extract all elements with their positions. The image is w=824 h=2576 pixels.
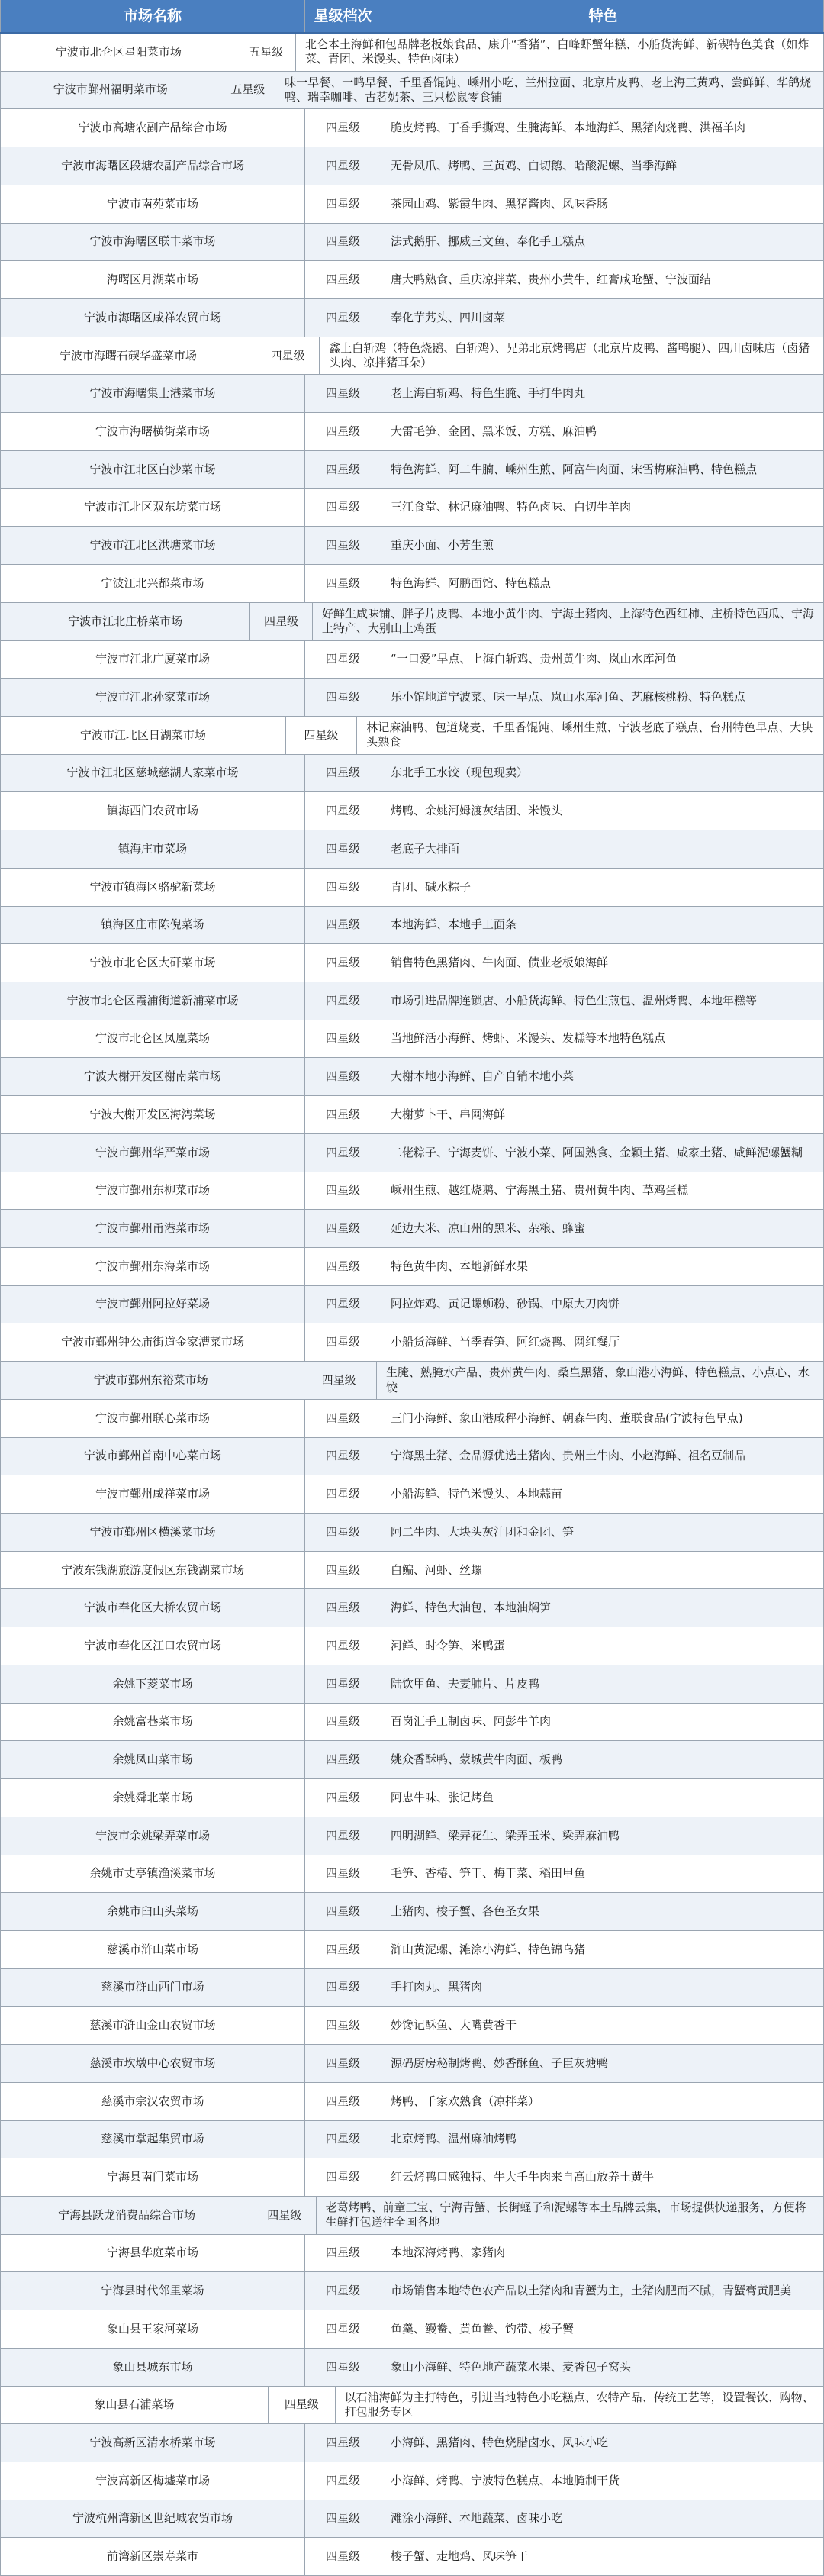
table-row xyxy=(0,717,824,755)
star-level-cell: 四星级 xyxy=(305,1475,381,1513)
feature-cell: 大雷毛笋、金团、黑米饭、方糕、麻油鸭 xyxy=(381,413,824,450)
table-row xyxy=(0,261,824,299)
star-level-cell: 四星级 xyxy=(305,679,381,716)
header-market-name: 市场名称 xyxy=(0,0,305,32)
star-level-cell: 四星级 xyxy=(305,375,381,412)
table-row xyxy=(0,1400,824,1438)
feature-cell: 林记麻油鸭、包道烧麦、千里香馄饨、嵊州生煎、宁波老底子糕点、台州特色早点、大块头熟食 xyxy=(357,717,824,754)
star-level-cell: 四星级 xyxy=(305,1020,381,1058)
feature-cell: 浒山黄泥螺、滩涂小海鲜、特色锦乌猪 xyxy=(381,1931,824,1968)
table-row xyxy=(0,2462,824,2500)
feature-cell: 味一早餐、一鸣早餐、千里香馄饨、嵊州小吃、兰州拉面、北京片皮鸭、老上海三黄鸡、尝鲜鲜、华鸽烧鸭、瑞幸咖啡、古茗奶茶、三只松鼠零食铺 xyxy=(275,72,824,109)
table-row xyxy=(0,1362,824,1400)
feature-cell: 三江食堂、林记麻油鸭、特色卤味、白切牛羊肉 xyxy=(381,489,824,527)
table-row xyxy=(0,641,824,679)
table-row xyxy=(0,2387,824,2425)
feature-cell: 老上海白斩鸡、特色生腌、手打牛肉丸 xyxy=(381,375,824,412)
table-header xyxy=(0,0,824,34)
feature-cell: 鱼羹、鳗鲞、黄鱼鲞、钓带、梭子蟹 xyxy=(381,2310,824,2348)
market-name-cell: 宁波东钱湖旅游度假区东钱湖菜市场 xyxy=(0,1552,305,1589)
market-name-cell: 慈溪市浒山菜市场 xyxy=(0,1931,305,1968)
market-name-cell: 海曙区月湖菜市场 xyxy=(0,261,305,298)
feature-cell: 以石浦海鲜为主打特色，引进当地特色小吃糕点、农特产品、传统工艺等，设置餐饮、购物、打包服务专区 xyxy=(336,2387,824,2424)
table-row xyxy=(0,375,824,413)
market-name-cell: 宁波市高塘农副产品综合市场 xyxy=(0,109,305,147)
star-level-cell: 四星级 xyxy=(305,1514,381,1551)
market-name-cell: 宁波市鄞州区横溪菜市场 xyxy=(0,1514,305,1551)
table-row xyxy=(0,2272,824,2310)
star-level-cell: 四星级 xyxy=(305,147,381,185)
star-level-cell: 四星级 xyxy=(305,792,381,830)
star-level-cell: 五星级 xyxy=(220,72,275,109)
header-star-level: 星级档次 xyxy=(305,0,381,32)
star-level-cell: 四星级 xyxy=(305,1589,381,1627)
feature-cell: 特色海鲜、阿二牛腩、嵊州生煎、阿富牛肉面、宋雪梅麻油鸭、特色糕点 xyxy=(381,451,824,488)
market-name-cell: 宁波市鄞州福明菜市场 xyxy=(0,72,220,109)
market-name-cell: 宁波市海曙集士港菜市场 xyxy=(0,375,305,412)
feature-cell: 延边大米、凉山州的黑米、杂粮、蜂蜜 xyxy=(381,1210,824,1247)
feature-cell: 象山小海鲜、特色地产蔬菜水果、麦香包子窝头 xyxy=(381,2349,824,2386)
market-name-cell: 宁波江北兴都菜市场 xyxy=(0,565,305,602)
star-level-cell: 四星级 xyxy=(269,2387,336,2424)
star-level-cell: 四星级 xyxy=(305,944,381,982)
table-row xyxy=(0,2158,824,2197)
market-name-cell: 宁波市北仑区星阳菜市场 xyxy=(0,34,237,71)
market-name-cell: 宁波市江北区双东坊菜市场 xyxy=(0,489,305,527)
star-level-cell: 四星级 xyxy=(305,2500,381,2538)
table-row xyxy=(0,1134,824,1172)
market-name-cell: 宁波杭州湾新区世纪城农贸市场 xyxy=(0,2500,305,2538)
star-level-cell: 四星级 xyxy=(305,2158,381,2196)
table-row xyxy=(0,1969,824,2007)
table-row xyxy=(0,1210,824,1248)
table-row xyxy=(0,2121,824,2159)
star-level-cell: 四星级 xyxy=(305,641,381,679)
feature-cell: 三门小海鲜、象山港咸秤小海鲜、朝森牛肉、董联食品(宁波特色早点) xyxy=(381,1400,824,1437)
star-level-cell: 四星级 xyxy=(305,1058,381,1095)
star-level-cell: 四星级 xyxy=(305,830,381,868)
star-level-cell: 四星级 xyxy=(305,1248,381,1285)
feature-cell: 烤鸭、千家欢熟食（凉拌菜） xyxy=(381,2083,824,2120)
feature-cell: 红云烤鸭口感独特、牛大壬牛肉来自高山放养土黄牛 xyxy=(381,2158,824,2196)
table-row xyxy=(0,34,824,72)
table-row xyxy=(0,1172,824,1211)
table-row xyxy=(0,337,824,376)
star-level-cell: 四星级 xyxy=(305,1438,381,1475)
table-row xyxy=(0,2500,824,2539)
star-level-cell: 四星级 xyxy=(305,1893,381,1930)
star-level-cell: 四星级 xyxy=(305,2045,381,2082)
table-row xyxy=(0,2045,824,2083)
table-row xyxy=(0,1665,824,1704)
star-level-cell: 四星级 xyxy=(305,1323,381,1361)
market-name-cell: 余姚凤山菜市场 xyxy=(0,1741,305,1778)
market-name-cell: 宁波市南苑菜市场 xyxy=(0,185,305,223)
table-row xyxy=(0,1931,824,1969)
table-row xyxy=(0,907,824,945)
star-level-cell: 四星级 xyxy=(305,1817,381,1855)
feature-cell: 生腌、熟腌水产品、贵州黄牛肉、桑皇黑猪、象山港小海鲜、特色糕点、小点心、水饺 xyxy=(377,1362,824,1399)
table-row xyxy=(0,2349,824,2387)
market-name-cell: 慈溪市掌起集贸市场 xyxy=(0,2121,305,2158)
market-name-cell: 慈溪市浒山西门市场 xyxy=(0,1969,305,2007)
feature-cell: 小海鲜、烤鸭、宁波特色糕点、本地腌制干货 xyxy=(381,2462,824,2500)
feature-cell: 老葛烤鸭、前童三宝、宁海青蟹、长街蛏子和泥螺等本土品牌云集，市场提供快递服务，方便将生鲜打包送往全国各地 xyxy=(317,2197,824,2234)
feature-cell: 奉化芋艿头、四川卤菜 xyxy=(381,299,824,337)
market-name-cell: 宁波市鄞州东裕菜市场 xyxy=(0,1362,301,1399)
star-level-cell: 四星级 xyxy=(305,1704,381,1741)
market-name-cell: 宁波高新区梅墟菜市场 xyxy=(0,2462,305,2500)
feature-cell: 好鲜生咸味铺、胖子片皮鸭、本地小黄牛肉、宁海土猪肉、上海特色西红柿、庄桥特色西瓜、宁海土特产、大别山土鸡蛋 xyxy=(313,603,824,640)
table-row xyxy=(0,1589,824,1627)
market-name-cell: 宁波市北仑区凤凰菜场 xyxy=(0,1020,305,1058)
table-row xyxy=(0,2235,824,2273)
table-row xyxy=(0,185,824,224)
table-row xyxy=(0,1704,824,1742)
table-row xyxy=(0,451,824,489)
table-row xyxy=(0,224,824,262)
market-name-cell: 宁波市北仑区大矸菜市场 xyxy=(0,944,305,982)
feature-cell: 梭子蟹、走地鸡、风味笋干 xyxy=(381,2538,824,2575)
table-row xyxy=(0,944,824,982)
market-name-cell: 宁海县时代邻里菜场 xyxy=(0,2272,305,2310)
market-name-cell: 宁波市鄞州东柳菜市场 xyxy=(0,1172,305,1210)
feature-cell: 当地鲜活小海鲜、烤虾、米馒头、发糕等本地特色糕点 xyxy=(381,1020,824,1058)
market-name-cell: 余姚下菱菜市场 xyxy=(0,1665,305,1703)
table-row xyxy=(0,147,824,185)
feature-cell: 销售特色黑猪肉、牛肉面、债业老板娘海鲜 xyxy=(381,944,824,982)
market-name-cell: 宁波市奉化区江口农贸市场 xyxy=(0,1627,305,1665)
feature-cell: 嵊州生煎、越红烧鹅、宁海黑土猪、贵州黄牛肉、草鸡蛋糕 xyxy=(381,1172,824,1210)
market-name-cell: 前湾新区崇寿菜市 xyxy=(0,2538,305,2575)
star-level-cell: 四星级 xyxy=(305,755,381,792)
feature-cell: 市场销售本地特色农产品以土猪肉和青蟹为主，土猪肉肥而不腻，青蟹膏黄肥美 xyxy=(381,2272,824,2310)
star-level-cell: 四星级 xyxy=(305,2310,381,2348)
market-name-cell: 宁波大榭开发区海湾菜场 xyxy=(0,1096,305,1133)
feature-cell: 四明湖鲜、梁弄花生、梁弄玉米、梁弄麻油鸭 xyxy=(381,1817,824,1855)
table-row xyxy=(0,603,824,641)
market-name-cell: 宁波市北仑区霞浦街道新浦菜市场 xyxy=(0,982,305,1020)
star-level-cell: 四星级 xyxy=(305,299,381,337)
market-name-cell: 宁波高新区清水桥菜市场 xyxy=(0,2424,305,2462)
star-level-cell: 四星级 xyxy=(305,1855,381,1893)
star-level-cell: 四星级 xyxy=(305,2349,381,2386)
star-level-cell: 四星级 xyxy=(305,1400,381,1437)
star-level-cell: 四星级 xyxy=(305,1552,381,1589)
feature-cell: 毛笋、香椿、笋干、梅干菜、稻田甲鱼 xyxy=(381,1855,824,1893)
market-name-cell: 象山县石浦菜场 xyxy=(0,2387,269,2424)
market-name-cell: 慈溪市宗汉农贸市场 xyxy=(0,2083,305,2120)
feature-cell: 本地海鲜、本地手工面条 xyxy=(381,907,824,944)
star-level-cell: 四星级 xyxy=(286,717,358,754)
feature-cell: 脆皮烤鸭、丁香手撕鸡、生腌海鲜、本地海鲜、黑猪肉烧鸭、洪福羊肉 xyxy=(381,109,824,147)
feature-cell: 唐大鸭熟食、重庆凉拌菜、贵州小黄牛、红膏咸呛蟹、宁波面结 xyxy=(381,261,824,298)
market-name-cell: 宁波市鄞州甬港菜市场 xyxy=(0,1210,305,1247)
market-name-cell: 慈溪市坎墩中心农贸市场 xyxy=(0,2045,305,2082)
table-row xyxy=(0,1893,824,1931)
table-row xyxy=(0,1096,824,1134)
star-level-cell: 四星级 xyxy=(305,1969,381,2007)
feature-cell: 东北手工水饺（现包现卖） xyxy=(381,755,824,792)
feature-cell: 河鲜、时令笋、米鸭蛋 xyxy=(381,1627,824,1665)
table-row xyxy=(0,1627,824,1665)
market-name-cell: 余姚市臼山头菜场 xyxy=(0,1893,305,1930)
table-row xyxy=(0,299,824,337)
market-name-cell: 宁波市镇海区骆驼新菜场 xyxy=(0,869,305,906)
feature-cell: 宁海黑土猪、金品源优选土猪肉、贵州土牛肉、小赵海鲜、祖名豆制品 xyxy=(381,1438,824,1475)
market-name-cell: 慈溪市浒山金山农贸市场 xyxy=(0,2007,305,2044)
table-row xyxy=(0,1020,824,1059)
table-row xyxy=(0,869,824,907)
feature-cell: 大榭萝卜干、串网海鲜 xyxy=(381,1096,824,1133)
table-row xyxy=(0,1248,824,1286)
market-name-cell: 宁波市鄞州东海菜市场 xyxy=(0,1248,305,1285)
star-level-cell: 四星级 xyxy=(305,982,381,1020)
star-level-cell: 四星级 xyxy=(305,489,381,527)
table-row xyxy=(0,1514,824,1552)
star-level-cell: 四星级 xyxy=(256,337,320,375)
feature-cell: 特色海鲜、阿鹏面馆、特色糕点 xyxy=(381,565,824,602)
table-row xyxy=(0,489,824,527)
feature-cell: 北仑本土海鲜和包品牌老板娘食品、康升“香猪”、白峰虾蟹年糕、小船货海鲜、新碶特色美食（如炸菜、青团、米馒头、特色卤味） xyxy=(296,34,824,71)
table-row xyxy=(0,792,824,830)
feature-cell: 手打肉丸、黑猪肉 xyxy=(381,1969,824,2007)
table-row xyxy=(0,109,824,147)
feature-cell: 阿二牛肉、大块头灰汁团和金团、笋 xyxy=(381,1514,824,1551)
market-name-cell: 宁波市鄞州咸祥菜市场 xyxy=(0,1475,305,1513)
star-level-cell: 四星级 xyxy=(305,1627,381,1665)
feature-cell: 无骨凤爪、烤鸭、三黄鸡、白切鹅、哈酸泥螺、当季海鲜 xyxy=(381,147,824,185)
feature-cell: 重庆小面、小芳生煎 xyxy=(381,527,824,564)
market-name-cell: 宁波市海曙区咸祥农贸市场 xyxy=(0,299,305,337)
feature-cell: 滩涂小海鲜、本地蔬菜、卤味小吃 xyxy=(381,2500,824,2538)
table-row xyxy=(0,2538,824,2576)
market-name-cell: 余姚富巷菜市场 xyxy=(0,1704,305,1741)
star-level-cell: 四星级 xyxy=(305,451,381,488)
star-level-cell: 四星级 xyxy=(305,2462,381,2500)
star-level-cell: 四星级 xyxy=(305,1096,381,1133)
table-row xyxy=(0,679,824,717)
table-row xyxy=(0,1323,824,1362)
star-level-cell: 四星级 xyxy=(305,261,381,298)
feature-cell: 源码厨房秘制烤鸭、妙香酥鱼、子臣灰塘鸭 xyxy=(381,2045,824,2082)
table-row xyxy=(0,1058,824,1096)
star-level-cell: 四星级 xyxy=(250,603,313,640)
star-level-cell: 四星级 xyxy=(305,565,381,602)
star-level-cell: 四星级 xyxy=(305,2007,381,2044)
star-level-cell: 四星级 xyxy=(305,2272,381,2310)
market-name-cell: 宁波市海曙区联丰菜市场 xyxy=(0,224,305,261)
feature-cell: 百岗汇手工制卤味、阿彭牛羊肉 xyxy=(381,1704,824,1741)
table-row xyxy=(0,755,824,793)
feature-cell: 土猪肉、梭子蟹、各色圣女果 xyxy=(381,1893,824,1930)
feature-cell: 烤鸭、余姚河姆渡灰结团、米馒头 xyxy=(381,792,824,830)
star-level-cell: 四星级 xyxy=(305,2083,381,2120)
market-name-cell: 余姚舜北菜市场 xyxy=(0,1779,305,1817)
star-level-cell: 四星级 xyxy=(305,1172,381,1210)
table-row xyxy=(0,2310,824,2349)
feature-cell: 妙馋记酥鱼、大嘴黄香干 xyxy=(381,2007,824,2044)
table-row xyxy=(0,2197,824,2235)
star-level-cell: 四星级 xyxy=(305,1286,381,1323)
market-name-cell: 宁海县华庭菜市场 xyxy=(0,2235,305,2272)
feature-cell: 阿拉炸鸡、黄记螺蛳粉、砂锅、中原大刀肉饼 xyxy=(381,1286,824,1323)
table-row xyxy=(0,2424,824,2462)
star-level-cell: 四星级 xyxy=(253,2197,317,2234)
star-level-cell: 四星级 xyxy=(301,1362,377,1399)
star-level-cell: 四星级 xyxy=(305,2235,381,2272)
feature-cell: 鑫上白斩鸡（特色烧鹅、白斩鸡）、兄弟北京烤鸭店（北京片皮鸭、酱鸭腿）、四川卤味店（卤猪头肉、凉拌猪耳朵） xyxy=(320,337,824,375)
market-name-cell: 宁波市江北区白沙菜市场 xyxy=(0,451,305,488)
market-name-cell: 镇海庄市菜场 xyxy=(0,830,305,868)
table-row xyxy=(0,1741,824,1779)
feature-cell: 乐小馆地道宁波菜、味一早点、岚山水库河鱼、艺麻核桃粉、特色糕点 xyxy=(381,679,824,716)
table-row xyxy=(0,1779,824,1817)
market-name-cell: 宁海县南门菜市场 xyxy=(0,2158,305,2196)
feature-cell: 特色黄牛肉、本地新鲜水果 xyxy=(381,1248,824,1285)
star-level-cell: 四星级 xyxy=(305,224,381,261)
star-level-cell: 五星级 xyxy=(237,34,296,71)
market-name-cell: 象山县城东市场 xyxy=(0,2349,305,2386)
table-row xyxy=(0,1286,824,1324)
market-name-cell: 镇海区庄市陈倪菜场 xyxy=(0,907,305,944)
feature-cell: 青团、碱水粽子 xyxy=(381,869,824,906)
market-name-cell: 宁波市鄞州华严菜市场 xyxy=(0,1134,305,1172)
table-row xyxy=(0,2083,824,2121)
table-row xyxy=(0,1552,824,1590)
table-row xyxy=(0,982,824,1020)
market-name-cell: 宁波市海曙石碶华盛菜市场 xyxy=(0,337,256,375)
table-row xyxy=(0,413,824,451)
feature-cell: 北京烤鸭、温州麻油烤鸭 xyxy=(381,2121,824,2158)
feature-cell: 老底子大排面 xyxy=(381,830,824,868)
market-name-cell: 宁波市海曙区段塘农副产品综合市场 xyxy=(0,147,305,185)
market-name-cell: 宁波市江北广厦菜市场 xyxy=(0,641,305,679)
table-row xyxy=(0,1855,824,1894)
feature-cell: 小船海鲜、特色米馒头、本地蒜苗 xyxy=(381,1475,824,1513)
market-name-cell: 宁波市余姚梁弄菜市场 xyxy=(0,1817,305,1855)
feature-cell: 陆饮甲鱼、夫妻肺片、片皮鸭 xyxy=(381,1665,824,1703)
table-row xyxy=(0,1817,824,1855)
feature-cell: 本地深海烤鸭、家猪肉 xyxy=(381,2235,824,2272)
star-level-cell: 四星级 xyxy=(305,109,381,147)
market-name-cell: 宁波市鄞州阿拉好菜场 xyxy=(0,1286,305,1323)
market-name-cell: 余姚市丈亭镇渔溪菜市场 xyxy=(0,1855,305,1893)
feature-cell: 大榭本地小海鲜、自产自销本地小菜 xyxy=(381,1058,824,1095)
table-row xyxy=(0,1438,824,1476)
star-level-cell: 四星级 xyxy=(305,2424,381,2462)
star-level-cell: 四星级 xyxy=(305,1931,381,1968)
market-name-cell: 镇海西门农贸市场 xyxy=(0,792,305,830)
star-level-cell: 四星级 xyxy=(305,2538,381,2575)
feature-cell: 小船货海鲜、当季春笋、阿红烧鸭、网红餐厅 xyxy=(381,1323,824,1361)
market-name-cell: 宁波市江北区洪塘菜市场 xyxy=(0,527,305,564)
market-name-cell: 宁波市鄞州联心菜市场 xyxy=(0,1400,305,1437)
star-level-cell: 四星级 xyxy=(305,1134,381,1172)
star-level-cell: 四星级 xyxy=(305,1665,381,1703)
market-name-cell: 宁波市江北孙家菜市场 xyxy=(0,679,305,716)
market-name-cell: 象山县王家河菜场 xyxy=(0,2310,305,2348)
table-row xyxy=(0,527,824,565)
feature-cell: 小海鲜、黑猪肉、特色烧腊卤水、风味小吃 xyxy=(381,2424,824,2462)
star-level-cell: 四星级 xyxy=(305,527,381,564)
feature-cell: 市场引进品牌连锁店、小船货海鲜、特色生煎包、温州烤鸭、本地年糕等 xyxy=(381,982,824,1020)
table-row xyxy=(0,1475,824,1514)
feature-cell: 茶园山鸡、紫霞牛肉、黑猪酱肉、风味香肠 xyxy=(381,185,824,223)
feature-cell: 姚众香酥鸭、蒙城黄牛肉面、板鸭 xyxy=(381,1741,824,1778)
star-level-cell: 四星级 xyxy=(305,413,381,450)
market-name-cell: 宁波市江北区慈城慈湖人家菜市场 xyxy=(0,755,305,792)
feature-cell: “一口爱”早点、上海白斩鸡、贵州黄牛肉、岚山水库河鱼 xyxy=(381,641,824,679)
market-name-cell: 宁波市鄞州钟公庙街道金家漕菜市场 xyxy=(0,1323,305,1361)
table-row xyxy=(0,72,824,110)
table-row xyxy=(0,830,824,869)
feature-cell: 白鳊、河虾、丝螺 xyxy=(381,1552,824,1589)
market-name-cell: 宁海县跃龙消费品综合市场 xyxy=(0,2197,253,2234)
star-level-cell: 四星级 xyxy=(305,869,381,906)
feature-cell: 法式鹅肝、挪威三文鱼、奉化手工糕点 xyxy=(381,224,824,261)
feature-cell: 二佬粽子、宁海麦饼、宁波小菜、阿国熟食、金颖土猪、咸家土猪、咸鲜泥螺蟹糊 xyxy=(381,1134,824,1172)
star-level-cell: 四星级 xyxy=(305,1741,381,1778)
market-name-cell: 宁波市海曙横街菜市场 xyxy=(0,413,305,450)
star-level-cell: 四星级 xyxy=(305,185,381,223)
market-name-cell: 宁波市奉化区大桥农贸市场 xyxy=(0,1589,305,1627)
table-row xyxy=(0,565,824,603)
feature-cell: 海鲜、特色大油包、本地油焖笋 xyxy=(381,1589,824,1627)
market-name-cell: 宁波市江北庄桥菜市场 xyxy=(0,603,250,640)
market-name-cell: 宁波市鄞州首南中心菜市场 xyxy=(0,1438,305,1475)
table-row xyxy=(0,2007,824,2045)
star-level-cell: 四星级 xyxy=(305,2121,381,2158)
market-name-cell: 宁波市江北区日湖菜市场 xyxy=(0,717,286,754)
star-level-cell: 四星级 xyxy=(305,1210,381,1247)
market-name-cell: 宁波大榭开发区榭南菜市场 xyxy=(0,1058,305,1095)
star-level-cell: 四星级 xyxy=(305,907,381,944)
star-level-cell: 四星级 xyxy=(305,1779,381,1817)
feature-cell: 阿忠牛味、张记烤鱼 xyxy=(381,1779,824,1817)
header-feature: 特色 xyxy=(381,0,824,32)
